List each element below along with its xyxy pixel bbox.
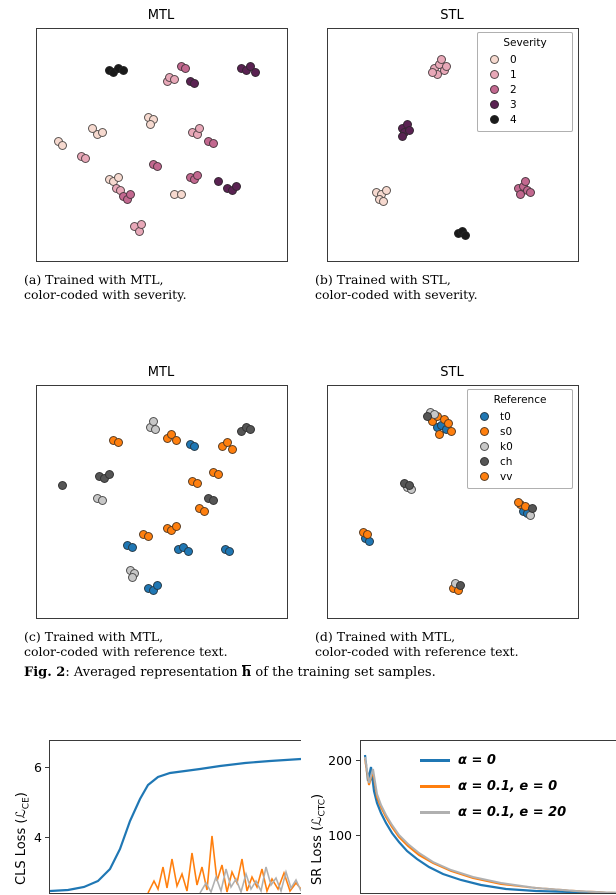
legend-label: vv <box>500 470 513 483</box>
scatter-point <box>379 197 388 206</box>
legend-label: t0 <box>500 410 511 423</box>
figure-panel-d <box>327 365 577 617</box>
figure-caption-text: Averaged representation <box>73 665 242 680</box>
cls-tick-6 <box>45 767 49 768</box>
legend-swatch-icon <box>490 55 499 64</box>
panel-b-caption <box>315 272 595 302</box>
scatter-point <box>193 171 202 180</box>
scatter-point <box>521 177 530 186</box>
scatter-point <box>209 496 218 505</box>
legend-swatch-icon <box>490 100 499 109</box>
panel-d-caption-line2: color-coded with reference text. <box>315 644 519 659</box>
panel-c-caption <box>24 629 314 659</box>
scatter-point <box>405 126 414 135</box>
legend-item <box>474 454 566 469</box>
panel-a-axes <box>36 28 288 262</box>
scatter-point <box>98 128 107 137</box>
alpha-legend-label: α = 0.1, e = 20 <box>458 804 567 820</box>
legend-item <box>474 424 566 439</box>
legend-label: s0 <box>500 425 513 438</box>
scatter-point <box>151 425 160 434</box>
legend-swatch-icon <box>480 457 489 466</box>
scatter-point <box>98 496 107 505</box>
legend-item <box>484 97 566 112</box>
alpha-legend <box>420 747 566 825</box>
cls-ylabel-main: CLS Loss ( <box>14 818 29 885</box>
cls-loss-ylabel: CLS Loss (ℒ$_{CE}$) <box>14 792 32 885</box>
severity-legend <box>477 32 573 132</box>
cls-tick-4 <box>45 837 49 838</box>
scatter-point <box>172 522 181 531</box>
panel-b-caption-line2: color-coded with severity. <box>315 287 478 302</box>
scatter-point <box>114 438 123 447</box>
scatter-point <box>209 139 218 148</box>
sr-tick-100 <box>356 835 360 836</box>
reference-legend <box>467 389 573 489</box>
legend-item <box>474 439 566 454</box>
scatter-point <box>251 68 260 77</box>
legend-item <box>474 409 566 424</box>
panel-c-caption-line1: (c) Trained with MTL, <box>24 629 164 644</box>
scatter-point <box>58 481 67 490</box>
alpha-legend-label: α = 0 <box>458 752 496 768</box>
cls-series-alpha0 <box>50 759 301 891</box>
scatter-point <box>514 498 523 507</box>
legend-label: k0 <box>500 440 513 453</box>
scatter-point <box>153 162 162 171</box>
scatter-point <box>528 504 537 513</box>
scatter-point <box>214 177 223 186</box>
legend-swatch-icon <box>480 442 489 451</box>
reference-legend-title: Reference <box>493 394 547 406</box>
panel-d-caption-line1: (d) Trained with MTL, <box>315 629 456 644</box>
scatter-point <box>149 417 158 426</box>
legend-item <box>484 82 566 97</box>
scatter-point <box>382 186 391 195</box>
alpha-legend-item <box>420 747 566 773</box>
sr-ytick-100: 100 <box>328 828 352 843</box>
panel-b-caption-line1: (b) Trained with STL, <box>315 272 451 287</box>
sr-ylabel-main: SR Loss ( <box>310 825 325 885</box>
figure-caption-sep: : <box>65 665 74 680</box>
sr-loss-ylabel: SR Loss (ℒ$_{CTC}$) <box>310 793 328 885</box>
sr-ylabel-sub: CTC <box>317 798 328 817</box>
alpha-legend-item <box>420 773 566 799</box>
sr-ytick-200: 200 <box>328 753 352 768</box>
panel-a-caption <box>24 272 294 302</box>
scatter-point <box>442 62 451 71</box>
scatter-point <box>214 470 223 479</box>
scatter-point <box>190 79 199 88</box>
figure-panel-c <box>36 365 286 617</box>
scatter-point <box>232 182 241 191</box>
scatter-point <box>456 581 465 590</box>
scatter-point <box>246 425 255 434</box>
scatter-point <box>126 190 135 199</box>
legend-label: 3 <box>510 98 517 111</box>
scatter-point <box>105 470 114 479</box>
cls-axes <box>49 740 301 894</box>
cls-ylabel-sym: ℒ <box>14 809 29 819</box>
legend-swatch-icon <box>490 70 499 79</box>
legend-line-icon <box>420 811 450 814</box>
figure-panel-a <box>36 8 286 260</box>
severity-legend-title: Severity <box>503 37 547 49</box>
legend-label: 1 <box>510 68 517 81</box>
scatter-point <box>119 66 128 75</box>
scatter-point <box>170 75 179 84</box>
cls-loss-chart <box>0 735 300 895</box>
scatter-point <box>405 481 414 490</box>
legend-label: 4 <box>510 113 517 126</box>
legend-label: 0 <box>510 53 517 66</box>
scatter-point <box>190 442 199 451</box>
legend-item <box>474 469 566 484</box>
scatter-point <box>177 190 186 199</box>
legend-item <box>484 67 566 82</box>
scatter-point <box>447 427 456 436</box>
legend-line-icon <box>420 785 450 788</box>
figure-label: Fig. 2 <box>24 665 66 680</box>
scatter-point <box>153 581 162 590</box>
scatter-point <box>128 543 137 552</box>
alpha-legend-label: α = 0.1, e = 0 <box>458 778 558 794</box>
scatter-point <box>146 120 155 129</box>
scatter-point <box>144 532 153 541</box>
panel-a-caption-line2: color-coded with severity. <box>24 287 187 302</box>
figure-panel-b <box>327 8 577 260</box>
figure-caption <box>24 665 604 680</box>
panel-c-title: MTL <box>147 365 175 380</box>
cls-ylabel-sub: CE <box>21 797 32 810</box>
scatter-point <box>195 124 204 133</box>
figure-caption-tail: of the training set samples. <box>251 665 436 680</box>
sr-ylabel-sym: ℒ <box>310 816 325 826</box>
panel-c-axes <box>36 385 288 619</box>
scatter-point <box>200 507 209 516</box>
scatter-point <box>225 547 234 556</box>
legend-label: 2 <box>510 83 517 96</box>
alpha-legend-item <box>420 799 566 825</box>
scatter-point <box>172 436 181 445</box>
scatter-point <box>58 141 67 150</box>
panel-c-caption-line2: color-coded with reference text. <box>24 644 228 659</box>
scatter-point <box>461 231 470 240</box>
cls-curve-svg <box>50 741 301 893</box>
panel-a-caption-line1: (a) Trained with MTL, <box>24 272 164 287</box>
scatter-point <box>228 445 237 454</box>
legend-line-icon <box>420 759 450 762</box>
panel-d-title: STL <box>440 365 464 380</box>
scatter-point <box>81 154 90 163</box>
scatter-point <box>181 64 190 73</box>
scatter-point <box>193 479 202 488</box>
scatter-point <box>526 188 535 197</box>
legend-swatch-icon <box>480 472 489 481</box>
cls-ytick-4: 4 <box>34 830 42 845</box>
scatter-point <box>137 220 146 229</box>
legend-swatch-icon <box>490 115 499 124</box>
cls-ytick-6: 6 <box>34 760 42 775</box>
legend-swatch-icon <box>480 412 489 421</box>
legend-item <box>484 112 566 127</box>
panel-d-caption <box>315 629 605 659</box>
legend-item <box>484 52 566 67</box>
panel-b-title: STL <box>440 8 464 23</box>
h-symbol: h <box>241 665 252 680</box>
scatter-point <box>128 573 137 582</box>
panel-a-title: MTL <box>147 8 175 23</box>
legend-swatch-icon <box>480 427 489 436</box>
sr-tick-200 <box>356 760 360 761</box>
sr-loss-chart <box>300 735 616 895</box>
legend-swatch-icon <box>490 85 499 94</box>
legend-label: ch <box>500 455 513 468</box>
scatter-point <box>114 173 123 182</box>
scatter-point <box>516 190 525 199</box>
scatter-point <box>435 430 444 439</box>
scatter-point <box>184 547 193 556</box>
